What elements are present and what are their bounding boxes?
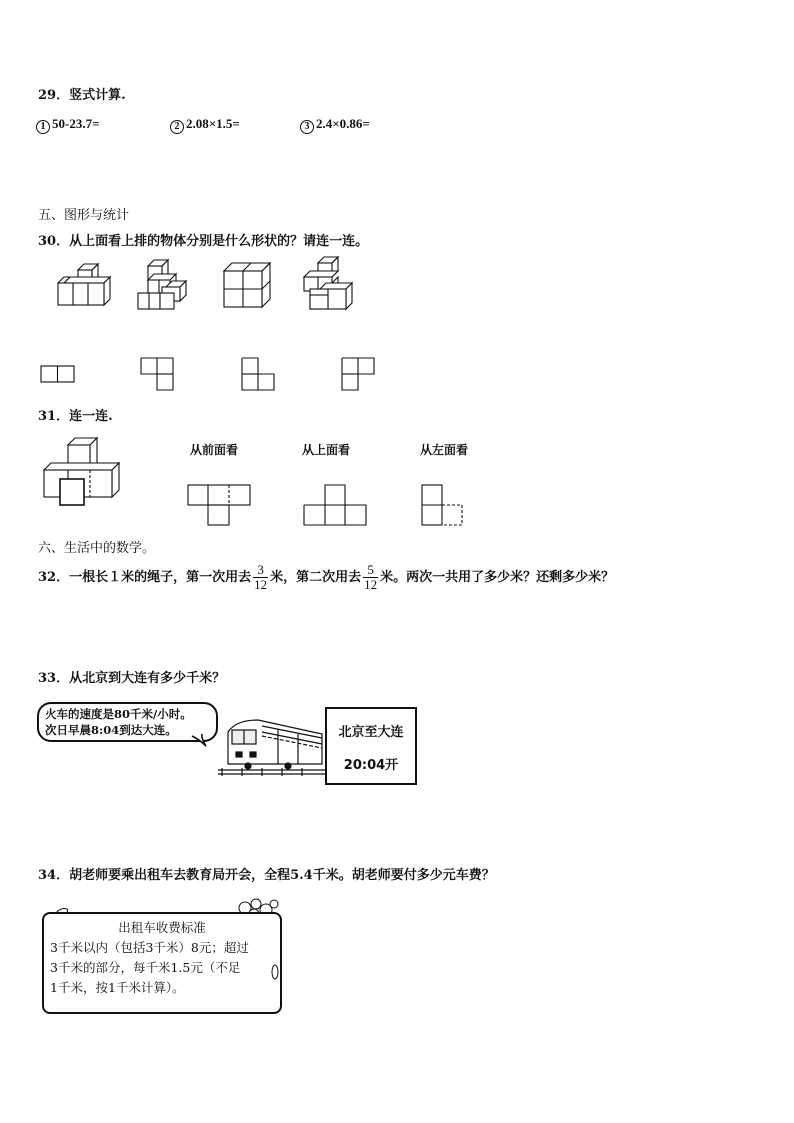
q32-text	[38, 563, 614, 592]
q29-expr: 2.08×1.5=	[186, 116, 240, 131]
left-view	[422, 485, 462, 525]
section-5-heading: 五、图形与统计	[38, 208, 130, 223]
top-view	[304, 485, 366, 525]
q29-expr: 50-23.7=	[52, 116, 100, 131]
q29-expr: 2.4×0.86=	[316, 116, 370, 131]
circled-number: 3	[300, 120, 314, 134]
section-6-heading: 六、生活中的数学。	[38, 541, 156, 556]
q31-label-top: 从上面看	[302, 443, 351, 457]
fraction-2	[363, 563, 378, 592]
schedule-sign	[325, 707, 417, 785]
cube-figure-1	[58, 264, 110, 305]
train-icon	[218, 712, 328, 784]
sign-line-1: 北京至大连	[338, 725, 404, 740]
fare-card-line-2: 3千米的部分，每千米1.5元（不足	[50, 960, 241, 975]
q29-item-2	[170, 116, 240, 134]
fraction-numerator: 3	[253, 563, 268, 578]
fraction-denominator: 12	[254, 577, 268, 592]
q32-part-2: 米，第二次用去	[270, 570, 362, 585]
fraction-1	[253, 563, 268, 592]
top-view-1	[41, 366, 74, 382]
q33-title: 33．从北京到大连有多少千米？	[38, 671, 226, 686]
cube-figure-3	[224, 263, 270, 307]
sign-line-2: 20:04开	[343, 758, 399, 773]
fare-card-line-3: 1千米，按1千米计算）。	[50, 980, 185, 995]
q31-title: 31．连一连.	[38, 409, 113, 424]
q31-label-left: 从左面看	[420, 443, 469, 457]
q34-title: 34．胡老师要乘出租车去教育局开会，全程5.4千米。胡老师要付多少元车费？	[38, 868, 495, 883]
bubble-tail-icon	[190, 734, 210, 748]
circled-number: 1	[36, 120, 50, 134]
q31-figures	[0, 435, 794, 535]
cube-figure-4	[304, 257, 352, 309]
q31-label-front: 从前面看	[190, 443, 239, 457]
top-view-2	[141, 358, 173, 390]
q29-item-3	[300, 116, 370, 134]
fare-card-line-1: 3千米以内（包括3千米）8元；超过	[50, 940, 249, 955]
cube-figure-2	[138, 260, 186, 309]
bubble-line-1: 火车的速度是80千米/小时。	[45, 707, 192, 721]
top-view-3	[242, 358, 274, 390]
q32-part-3: 米。两次一共用了多少米？还剩多少米？	[380, 570, 615, 585]
q31-solid	[44, 438, 119, 505]
bubble-line-2: 次日早晨8:04到达大连。	[45, 723, 177, 737]
q30-figures	[0, 255, 794, 400]
leaf-decoration-icon	[268, 962, 282, 982]
q30-title: 30．从上面看上排的物体分别是什么形状的？请连一连。	[38, 234, 369, 249]
fraction-numerator: 5	[363, 563, 378, 578]
circled-number: 2	[170, 120, 184, 134]
q29-title: 29．竖式计算.	[38, 88, 126, 103]
front-view	[188, 485, 250, 525]
top-view-4	[342, 358, 374, 390]
q32-part-1: 32．一根长１米的绳子，第一次用去	[38, 570, 252, 585]
fraction-denominator: 12	[364, 577, 378, 592]
fare-card-title: 出租车收费标准	[118, 920, 206, 935]
taxi-fare-card	[42, 912, 282, 1014]
q29-item-1	[36, 116, 100, 134]
